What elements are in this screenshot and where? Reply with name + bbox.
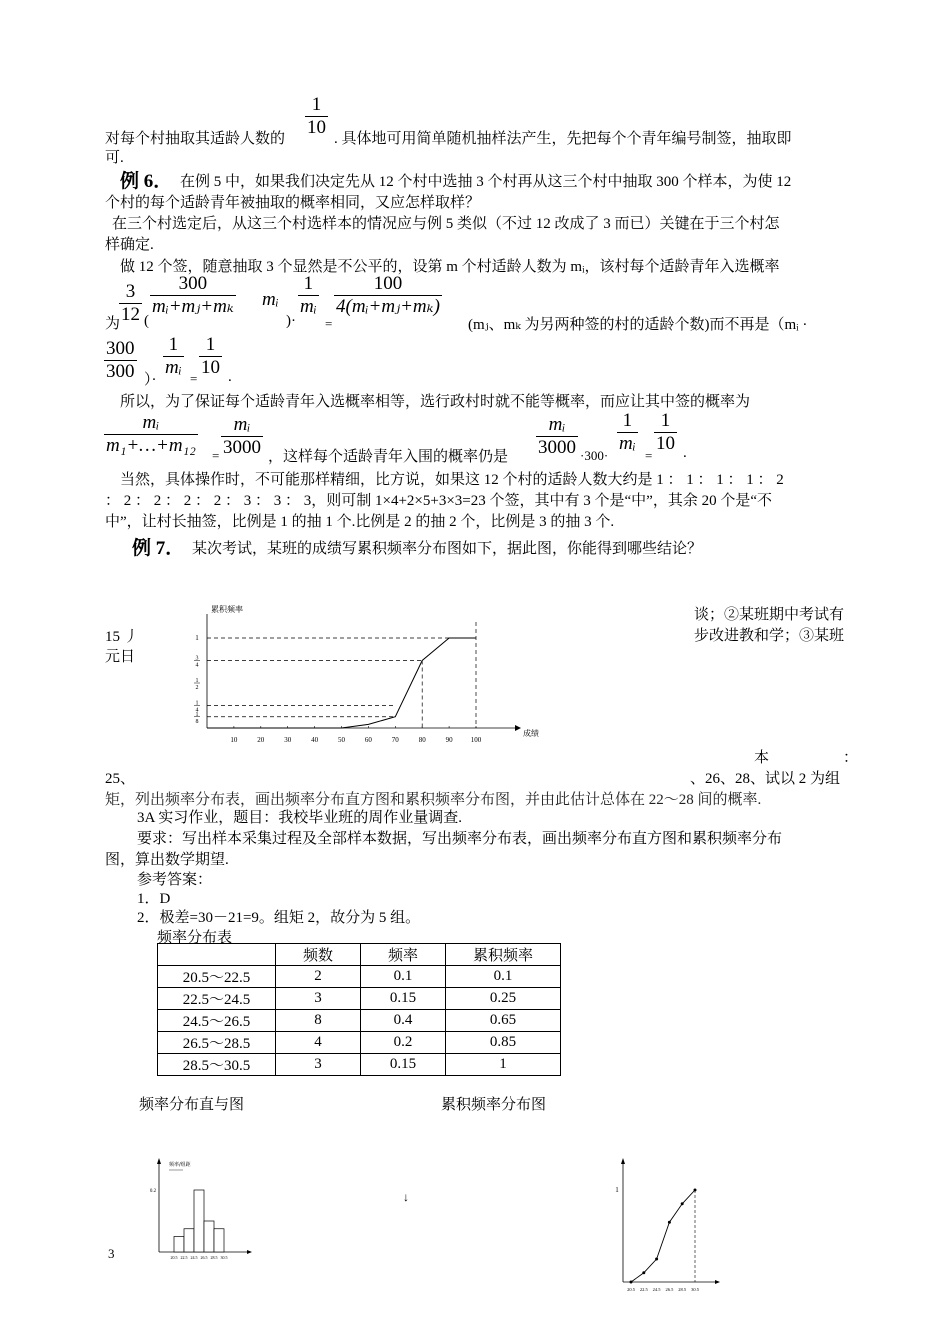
fraction-mi-total <box>104 412 198 457</box>
y-tick-label: 4 <box>195 662 199 669</box>
denominator: mᵢ <box>300 296 317 317</box>
x-tick-label: 28.5 <box>210 1255 218 1260</box>
text-fragment: 15 丿 <box>105 629 139 645</box>
table-cell: 0.15 <box>361 1054 446 1076</box>
numerator: 100 <box>334 273 442 296</box>
paragraph-line: 3A 实习作业，题目：我校毕业班的周作业量调查. <box>137 810 463 826</box>
m-i-symbol: mᵢ <box>262 289 279 310</box>
paragraph-line: 做 12 个签，随意抽取 3 个显然是不公平的，设第 m 个村适龄人数为 mᵢ，该村每个适龄青年入选概率 <box>120 259 780 275</box>
denominator: mᵢ+mⱼ+mₖ <box>152 296 234 317</box>
paragraph-line: 中”，让村长抽签，比例是 1 的抽 1 个.比例是 2 的抽 2 个，比例是 3 的抽 3 个. <box>105 514 615 530</box>
table-cell: 0.15 <box>361 988 446 1010</box>
x-tick-label: 10 <box>230 736 238 744</box>
table-header-cell <box>158 944 276 966</box>
data-point <box>668 1221 671 1224</box>
table-cell: 0.85 <box>446 1032 561 1054</box>
denominator: 4(mᵢ+mⱼ+mₖ) <box>336 296 440 317</box>
y-tick-label: 3 <box>195 655 199 662</box>
frequency-table <box>157 943 561 1076</box>
table-cell: 0.1 <box>361 966 446 988</box>
table-cell: 22.5～24.5 <box>158 988 276 1010</box>
table-cell: 0.25 <box>446 988 561 1010</box>
paragraph-line: (mⱼ、mₖ 为另两种签的村的适龄个数)而不再是（mᵢ · <box>468 317 808 333</box>
example-7-label: 例 7． <box>132 538 185 559</box>
paragraph-line: 样确定. <box>105 237 154 253</box>
x-tick-label: 60 <box>364 736 372 744</box>
table-row <box>158 1054 561 1076</box>
table-cell: 2 <box>276 966 361 988</box>
table-header-row <box>158 944 561 966</box>
y-tick-label: 4 <box>195 707 199 714</box>
paragraph-line: 对每个村抽取其适龄人数的 <box>105 131 286 147</box>
table-row <box>158 988 561 1010</box>
x-tick-label: 20 <box>257 736 265 744</box>
denominator: 3000 <box>538 437 576 458</box>
overlap-strip <box>105 748 865 762</box>
table-cell: 20.5～22.5 <box>158 966 276 988</box>
fraction-1-mi <box>298 273 319 318</box>
cumulative-line <box>631 1190 695 1282</box>
period: . <box>228 369 232 385</box>
table-row <box>158 966 561 988</box>
x-axis-arrow-icon <box>247 1250 252 1254</box>
paragraph-line: 为 <box>105 316 121 332</box>
table-cell: 8 <box>276 1010 361 1032</box>
y-axis-arrow-icon <box>157 1158 161 1164</box>
paragraph-line: 个村的每个适龄青年被抽取的概率相同，又应怎样取样？ <box>105 195 481 211</box>
table-row <box>158 1010 561 1032</box>
numerator: 1 <box>298 273 319 296</box>
paragraph-line: . 具体地可用简单随机抽样法产生，先把每个个青年编号制签，抽取即 <box>334 131 792 147</box>
text-fragment: 、26、28、试以 2 为组 <box>690 771 841 787</box>
x-tick-label: 30.5 <box>691 1287 699 1292</box>
equals: = <box>212 448 220 463</box>
paragraph-line: ，这样每个适龄青年入围的概率仍是 <box>268 449 509 465</box>
numerator: mᵢ <box>104 412 198 435</box>
text-fragment: 元日 <box>105 649 136 665</box>
fraction-one-tenth-top <box>305 94 328 139</box>
data-point <box>630 1281 633 1284</box>
paragraph-line: 所以，为了保证每个适龄青年入选概率相等，选行政村时就不能等概率，而应让其中签的概率为 <box>120 394 751 410</box>
fraction-300-300 <box>104 338 137 383</box>
numerator: 300 <box>106 338 135 359</box>
answer-1: 1．D <box>137 891 171 907</box>
histogram-bar <box>204 1221 214 1252</box>
period: . <box>683 445 687 461</box>
y-tick-label: 1 <box>615 1186 619 1194</box>
denominator: 300 <box>106 361 135 382</box>
equals: = <box>190 371 198 386</box>
x-axis-label: 成绩 <box>523 729 539 738</box>
denominator: 10 <box>656 433 675 454</box>
y-axis-label: 频率/组距 <box>169 1162 191 1168</box>
x-tick-label: 26.5 <box>200 1255 208 1260</box>
x-tick-label: 26.5 <box>665 1287 674 1292</box>
down-arrow-icon: ↓ <box>403 1190 409 1204</box>
cumulative-line <box>207 638 476 728</box>
paragraph-line: 当然，具体操作时，不可能那样精细，比方说，如果这 12 个村的适龄人数大约是 1 ： 1 ： 1 ： 1 ： 2 <box>120 472 784 488</box>
table-title: 频率分布表 <box>157 930 233 946</box>
x-tick-label: 90 <box>445 736 453 744</box>
denominator: 3000 <box>223 437 261 458</box>
equals: = <box>645 448 653 463</box>
denominator: mᵢ <box>619 433 636 454</box>
table-header-cell: 频率 <box>361 944 446 966</box>
table-cell: 24.5～26.5 <box>158 1010 276 1032</box>
paragraph-line: 参考答案： <box>137 872 213 888</box>
numerator: mᵢ <box>536 414 578 437</box>
x-tick-label: 22.5 <box>180 1255 188 1260</box>
table-cell: 3 <box>276 988 361 1010</box>
numerator: 1 <box>163 334 184 357</box>
data-point <box>655 1258 658 1261</box>
table-header-cell: 频数 <box>276 944 361 966</box>
table-cell: 3 <box>276 1054 361 1076</box>
numerator: 3 <box>119 281 142 304</box>
histogram-bar <box>214 1229 224 1252</box>
y-tick-label: 8 <box>195 718 199 725</box>
denominator: 12 <box>121 304 140 325</box>
numerator: 300 <box>150 273 236 296</box>
x-tick-label: 22.5 <box>639 1287 648 1292</box>
cumulative-caption: 累积频率分布图 <box>441 1097 547 1113</box>
histogram-bar <box>174 1237 184 1253</box>
page-number: 3 <box>108 1246 115 1261</box>
text-fragment: 25、 <box>105 771 136 787</box>
y-axis-arrow-icon <box>621 1158 625 1164</box>
frequency-histogram <box>147 1156 257 1268</box>
text-fragment: 本 <box>754 750 770 766</box>
x-tick-label: 24.5 <box>190 1255 198 1260</box>
fraction-100-sum <box>334 273 442 318</box>
table-cell: 0.4 <box>361 1010 446 1032</box>
data-point <box>694 1189 697 1192</box>
x-tick-label: 24.5 <box>652 1287 661 1292</box>
fraction-mi-3000 <box>221 414 263 459</box>
y-tick-label: 1 <box>195 711 199 718</box>
fraction-3-12 <box>119 281 142 326</box>
denominator: mᵢ <box>165 357 182 378</box>
denominator: m₁+…+m₁₂ <box>106 435 196 456</box>
cumulative-score-chart <box>185 600 545 750</box>
paragraph-line: 图，算出数学期望. <box>105 852 229 868</box>
x-tick-label: 28.5 <box>678 1287 687 1292</box>
fraction-mi-3000 <box>536 414 578 459</box>
text-fragment: 谈；②某班期中考试有 <box>694 607 845 623</box>
numerator: 1 <box>654 410 677 433</box>
table-cell: 4 <box>276 1032 361 1054</box>
fraction-300-sum <box>150 273 236 318</box>
table-cell: 26.5～28.5 <box>158 1032 276 1054</box>
table-cell: 0.65 <box>446 1010 561 1032</box>
y-tick-label: 1 <box>195 700 199 707</box>
cumulative-frequency-chart <box>611 1156 721 1296</box>
paren: )· <box>286 313 296 329</box>
paragraph-line: 可. <box>105 150 124 166</box>
table-cell: 28.5～30.5 <box>158 1054 276 1076</box>
y-tick-label: 1 <box>195 634 199 642</box>
table-cell: 0.1 <box>446 966 561 988</box>
y-tick-label: 1 <box>195 678 199 684</box>
y-axis-label: 累积频率 <box>211 605 243 614</box>
x-tick-label: 40 <box>311 736 319 744</box>
x-tick-label: 80 <box>418 736 426 744</box>
example-7-text: 某次考试，某班的成绩写累积频率分布图如下，据此图，你能得到哪些结论？ <box>192 541 703 557</box>
table-header-cell: 累积频率 <box>446 944 561 966</box>
x-tick-label: 100 <box>470 736 482 744</box>
paragraph-line: 要求：写出样本采集过程及全部样本数据，写出频率分布表，画出频率分布直方图和累积频率分布 <box>137 831 783 847</box>
answer-2: 2．极差=30－21=9。组矩 2，故分为 5 组。 <box>137 910 421 926</box>
paragraph-line: 矩，列出频率分布表，画出频率分布直方图和累积频率分布图，并由此估计总体在 22～28 间的概率. <box>105 792 762 808</box>
x-tick-label: 20.5 <box>627 1287 635 1292</box>
x-tick-label: 20.5 <box>170 1255 178 1260</box>
fraction-1-mi <box>617 410 638 455</box>
y-tick-label: 2 <box>195 685 199 691</box>
table-cell: 1 <box>446 1054 561 1076</box>
example-6-label: 例 6． <box>120 171 173 192</box>
histogram-bar <box>194 1190 204 1252</box>
multiply-300: ·300· <box>580 448 609 463</box>
text-fragment: ： <box>843 750 859 766</box>
paragraph-line: 在三个村选定后，从这三个村选样本的情况应与例 5 类似（不过 12 改成了 3 而已）关键在于三个村怎 <box>112 216 780 232</box>
x-tick-label: 30 <box>284 736 292 744</box>
numerator: 1 <box>199 334 222 357</box>
example-6-text: 在例 5 中，如果我们决定先从 12 个村中选抽 3 个村再从这三个村中抽取 300 个样本，为使 12 <box>180 174 792 190</box>
text-fragment: 步改进教和学；③某班 <box>694 628 845 644</box>
denominator: 10 <box>201 357 220 378</box>
x-axis-arrow-icon <box>515 725 521 731</box>
numerator: 1 <box>305 94 328 117</box>
x-tick-label: 30.5 <box>220 1255 228 1260</box>
denominator: 10 <box>307 117 326 138</box>
numerator: mᵢ <box>221 414 263 437</box>
data-point <box>681 1202 684 1205</box>
y-tick-label: 0.2 <box>149 1189 157 1194</box>
histogram-bar <box>184 1229 194 1252</box>
x-tick-label: 50 <box>338 736 345 744</box>
table-cell: 0.2 <box>361 1032 446 1054</box>
data-point <box>642 1271 645 1274</box>
x-axis-arrow-icon <box>715 1280 720 1284</box>
x-tick-label: 70 <box>391 736 399 744</box>
table-row <box>158 1032 561 1054</box>
histogram-caption: 频率分布直与图 <box>139 1097 245 1113</box>
fraction-1-mi <box>163 334 184 379</box>
fraction-1-10 <box>654 410 677 455</box>
equals: = <box>325 316 333 331</box>
paragraph-line: ： 2 ： 2 ： 2 ： 2 ： 3 ： 3 ： 3，则可制 1×4+2×5+3×3=23 个签，其中有 3 个是“中”，其余 20 个是“不 <box>105 493 772 509</box>
numerator: 1 <box>617 410 638 433</box>
paren: ( <box>144 313 149 329</box>
fraction-1-10 <box>199 334 222 379</box>
paren: ）· <box>144 372 157 388</box>
